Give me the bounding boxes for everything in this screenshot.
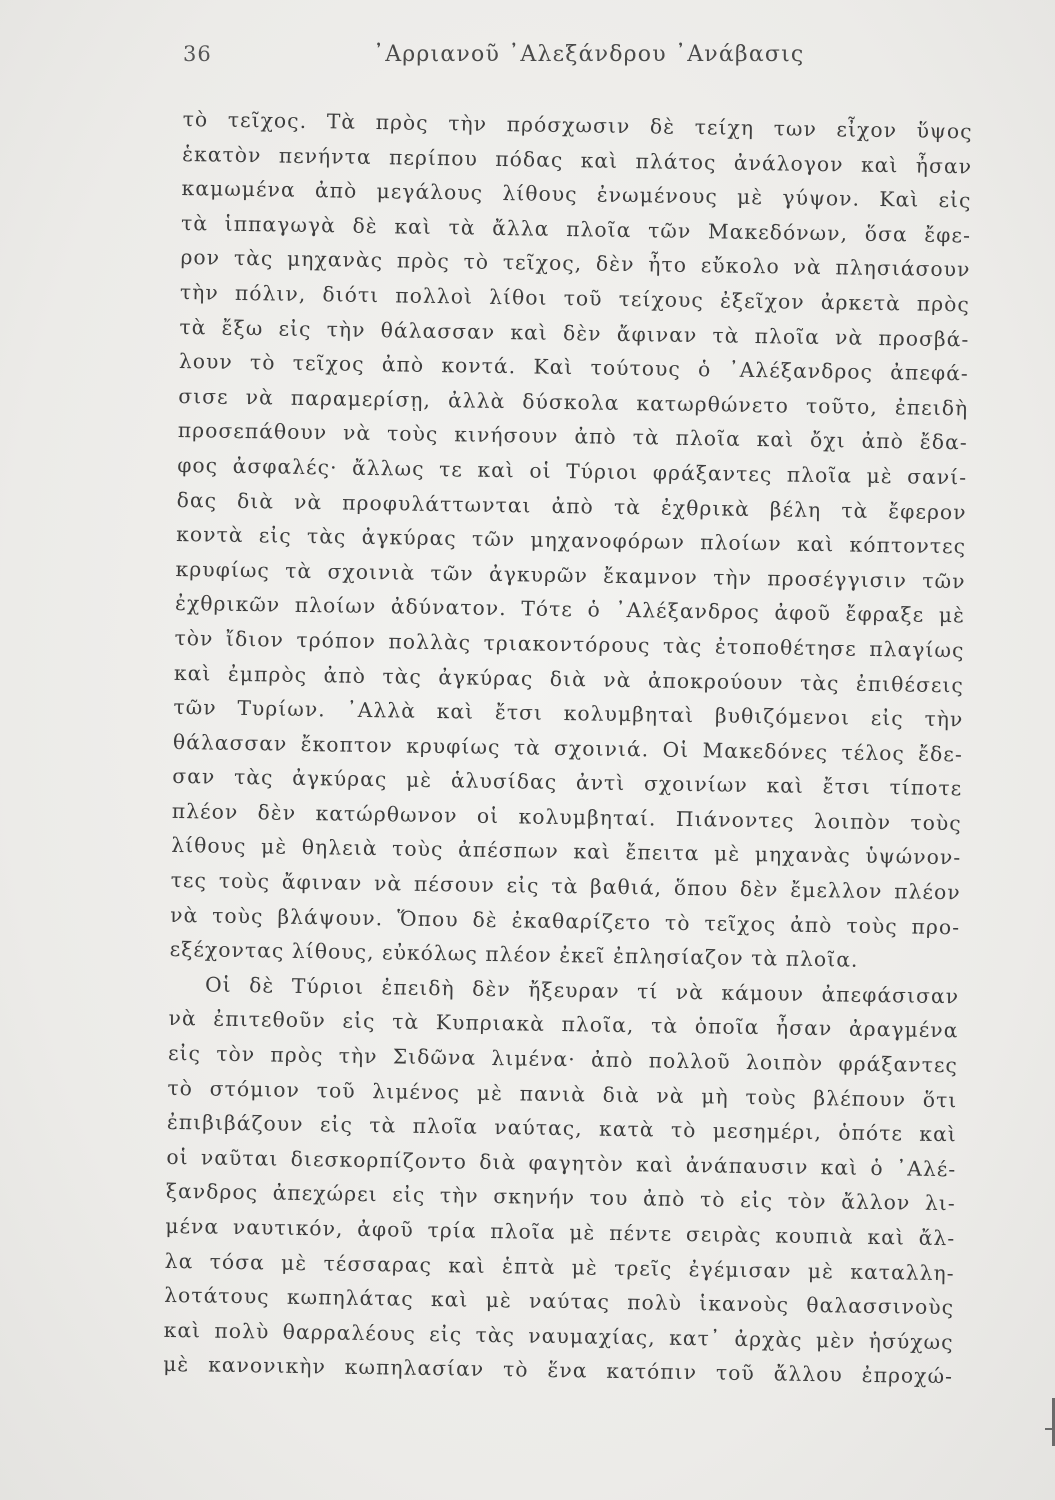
text-line: σισε νὰ παραμερίσῃ, ἀλλὰ δύσκολα κατωρθώνετο τοῦτο, ἐπειδὴ <box>178 383 969 421</box>
text-line: προσεπάθουν νὰ τοὺς κινήσουν ἀπὸ τὰ πλοῖα καὶ ὄχι ἀπὸ ἔδα- <box>177 418 968 455</box>
page-number: 36 <box>183 42 212 66</box>
text-line: τὸν ἴδιον τρόπον πολλὰς τριακοντόρους τὰς ἐτοποθέτησε πλαγίως <box>174 625 965 663</box>
text-line: δας διὰ νὰ προφυλάττωνται ἀπὸ τὰ ἐχθρικὰ βέλη τὰ ἔφερον <box>176 487 967 524</box>
text-line: τὴν πόλιν, διότι πολλοὶ λίθοι τοῦ τείχους ἐξεῖχον ἀρκετὰ πρὸς <box>179 279 971 317</box>
page-edge-tick <box>1045 1428 1055 1430</box>
text-line: λα τόσα μὲ τέσσαρας καὶ ἑπτὰ μὲ τρεῖς ἐγέμισαν μὲ καταλλη- <box>164 1248 955 1285</box>
text-line: λουν τὸ τεῖχος ἀπὸ κοντά. Καὶ τούτους ὁ ᾿Αλέξανδρος ἀπεφά- <box>178 349 970 386</box>
text-line: τὰ ἔξω εἰς τὴν θάλασσαν καὶ δὲν ἄφιναν τὰ πλοῖα νὰ προσβά- <box>179 314 970 351</box>
text-line: καὶ ἐμπρὸς ἀπὸ τὰς ἀγκύρας διὰ νὰ ἀποκρούουν τὰς ἐπιθέσεις <box>173 660 965 697</box>
text-line: ἐχθρικῶν πλοίων ἀδύνατον. Τότε ὁ ᾿Αλέξανδρος ἀφοῦ ἔφραξε μὲ <box>174 591 966 628</box>
text-line: τες τοὺς ἄφιναν νὰ πέσουν εἰς τὰ βαθιά, ὅπου δὲν ἔμελλον πλέον <box>170 867 961 905</box>
text-line: κοντὰ εἰς τὰς ἀγκύρας τῶν μηχανοφόρων πλοίων καὶ κόπτοντες <box>176 522 967 559</box>
text-line: νὰ ἐπιτεθοῦν εἰς τὰ Κυπριακὰ πλοῖα, τὰ ὁποῖα ἦσαν ἀραγμένα <box>168 1006 959 1043</box>
running-title: ᾿Αρριανοῦ ᾿Αλεξάνδρου ᾿Ανάβασις <box>373 42 805 67</box>
text-line: λίθους μὲ θηλειὰ τοὺς ἀπέσπων καὶ ἔπειτα μὲ μηχανὰς ὑψώνον- <box>171 833 962 870</box>
text-line: ἑκατὸν πενήντα περίπου πόδας καὶ πλάτος ἀνάλογον καὶ ἦσαν <box>182 141 973 178</box>
text-line: ἐπιβιβάζουν εἰς τὰ πλοῖα ναύτας, κατὰ τὸ μεσημέρι, ὁπότε καὶ <box>166 1110 958 1147</box>
paragraph-start-line: Οἱ δὲ Τύριοι ἐπειδὴ δὲν ἤξευραν τί νὰ κάμουν ἀπεφάσισαν <box>204 972 960 1009</box>
text-line: τὰ ἱππαγωγὰ δὲ καὶ τὰ ἄλλα πλοῖα τῶν Μακεδόνων, ὅσα ἔφε- <box>180 210 972 248</box>
text-line: ρον τὰς μηχανὰς πρὸς τὸ τεῖχος, δὲν ἦτο εὔκολο νὰ πλησιάσουν <box>180 245 971 282</box>
text-line: σαν τὰς ἀγκύρας μὲ ἁλυσίδας ἀντὶ σχοινίων καὶ ἔτσι τίποτε <box>172 764 963 801</box>
text-line: τὸ τεῖχος. Τὰ πρὸς τὴν πρόσχωσιν δὲ τείχη των εἶχον ὕψος <box>182 106 973 144</box>
text-line: τῶν Τυρίων. ᾿Αλλὰ καὶ ἔτσι κολυμβηταὶ βυθιζόμενοι εἰς τὴν <box>173 695 964 732</box>
text-line: θάλασσαν ἔκοπτον κρυφίως τὰ σχοινιά. Οἱ Μακεδόνες τέλος ἔδε- <box>172 729 964 767</box>
text-line: καμωμένα ἀπὸ μεγάλους λίθους ἐνωμένους μὲ γύψον. Καὶ εἰς <box>181 176 972 213</box>
text-line: καὶ πολὺ θαρραλέους εἰς τὰς ναυμαχίας, κατ᾿ ἀρχὰς μὲν ἡσύχως <box>163 1317 954 1355</box>
text-line: νὰ τοὺς βλάψουν. Ὅπου δὲ ἐκαθαρίζετο τὸ τεῖχος ἀπὸ τοὺς προ- <box>170 902 961 939</box>
text-line: μένα ναυτικόν, ἀφοῦ τρία πλοῖα μὲ πέντε σειρὰς κουπιὰ καὶ ἄλ- <box>165 1213 956 1251</box>
text-line: τὸ στόμιον τοῦ λιμένος μὲ πανιὰ διὰ νὰ μὴ τοὺς βλέπουν ὅτι <box>167 1075 958 1112</box>
paragraph-end-line: εξέχοντας λίθους, εὐκόλως πλέον ἐκεῖ ἐπλησίαζον τὰ πλοῖα. <box>169 937 859 972</box>
text-line: λοτάτους κωπηλάτας καὶ μὲ ναύτας πολὺ ἱκανοὺς θαλασσινοὺς <box>164 1283 955 1320</box>
running-head <box>183 38 983 78</box>
text-line: οἱ ναῦται διεσκορπίζοντο διὰ φαγητὸν καὶ ἀνάπαυσιν καὶ ὁ ᾿Αλέ- <box>166 1144 957 1182</box>
text-line: κρυφίως τὰ σχοινιὰ τῶν ἀγκυρῶν ἔκαμνον τὴν προσέγγισιν τῶν <box>175 556 966 594</box>
text-line: φος ἀσφαλές· ἄλλως τε καὶ οἱ Τύριοι φράξαντες πλοῖα μὲ σανί- <box>177 452 968 490</box>
text-line: πλέον δὲν κατώρθωνον οἱ κολυμβηταί. Πιάνοντες λοιπὸν τοὺς <box>171 798 962 836</box>
text-line: εἰς τὸν πρὸς τὴν Σιδῶνα λιμένα· ἀπὸ πολλοῦ λοιπὸν φράξαντες <box>167 1040 959 1078</box>
body-text <box>163 102 973 1394</box>
text-line: μὲ κανονικὴν κωπηλασίαν τὸ ἕνα κατόπιν τοῦ ἄλλου ἐπροχώ- <box>162 1352 954 1389</box>
text-line: ξανδρος ἀπεχώρει εἰς τὴν σκηνήν του ἀπὸ τὸ εἰς τὸν ἄλλον λι- <box>165 1179 956 1216</box>
